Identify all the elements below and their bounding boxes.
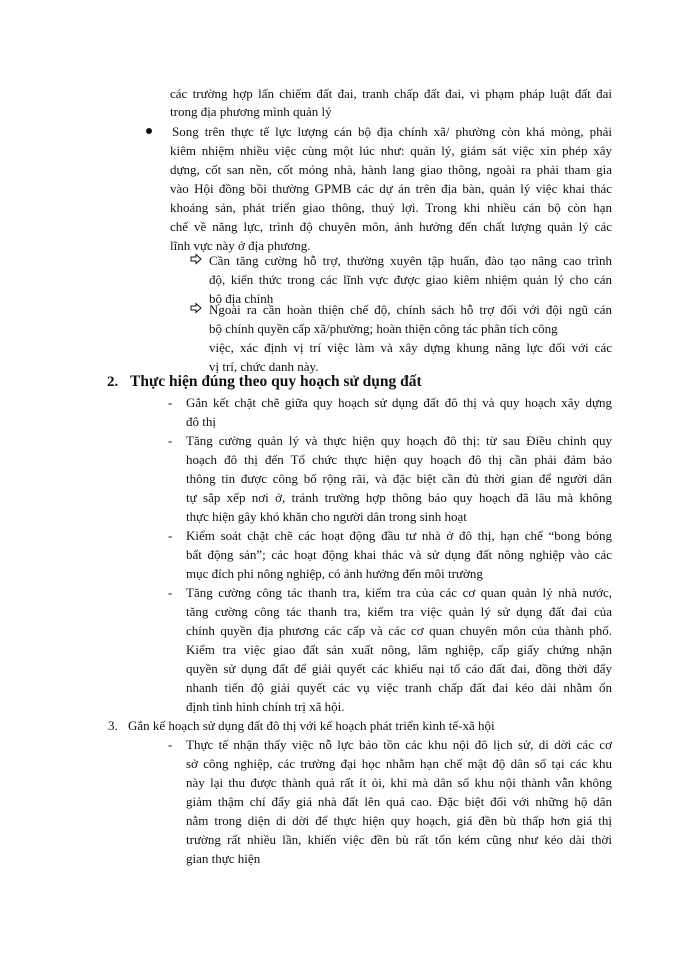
text-line: sở công nghiệp, các trường đại học nhằm hạn chế mật độ dân số tại các khu (186, 756, 612, 771)
text-line: định tình hình chính trị xã hội. (186, 699, 345, 714)
text-line: tự sắp xếp nơi ở, tránh trường hợp thông báo quy hoạch đã lâu mà không (186, 490, 612, 505)
text-line: thông tin được công bố rộng rãi, và đặc biệt cần đủ thời gian để người dân (186, 471, 612, 486)
text-line: mục đích phi nông nghiệp, có ảnh hưởng đến môi trường (186, 566, 483, 581)
text-line: hoạch đô thị đến Tổ chức thực hiện quy hoạch đô thị cần phải đảm bảo (186, 452, 612, 467)
text-line: Tăng cường công tác thanh tra, kiểm tra của các cơ quan quản lý nhà nước, (186, 585, 612, 600)
text-line: đô thị (186, 414, 216, 429)
text-line: chính quyền địa phương các cấp và các cơ quan chuyên môn của thành phố. (186, 623, 612, 638)
text-line: chế về năng lực, trình độ chuyên môn, ảnh hưởng đến chất lượng quản lý các (170, 219, 612, 234)
text-line: Thực tế nhận thấy việc nỗ lực bảo tồn các khu nội đô lịch sử, di dời các cơ (186, 737, 612, 752)
text-line: việc, xác định vị trí việc làm và xây dựng khung năng lực đối với các (209, 340, 612, 355)
text-line: bất động sản”; các hoạt động khai thác và sử dụng đất nông nghiệp vào các (186, 547, 612, 562)
section-title: Thực hiện đúng theo quy hoạch sử dụng đất (130, 373, 422, 390)
text-line: gian thực hiện (186, 851, 261, 866)
text-line: giảm thậm chí đẩy giá nhà đất lên quá cao. Đặc biệt đối với những hộ dân (186, 794, 612, 809)
arrow-right-icon (190, 302, 202, 314)
dash-marker: - (168, 433, 173, 448)
section-title: Gắn kế hoạch sử dụng đất đô thị với kế hoạch phát triển kinh tế-xã hội (128, 718, 495, 733)
text-line: quyền sử dụng đất để giải quyết các khiếu nại tố cáo đất đai, đồng thời đẩy (186, 661, 612, 676)
text-line: khoáng sản, phát triển giao thông, thuỷ lợi. Trong khi nhiều cán bộ còn hạn (170, 200, 612, 215)
text-line: nằm trong diện di dời để thực hiện quy hoạch, giá đền bù thấp hơn giá thị (186, 813, 612, 828)
text-line: Cần tăng cường hỗ trợ, thường xuyên tập huấn, đào tạo nâng cao trình (209, 253, 612, 268)
text-line: Tăng cường quản lý và thực hiện quy hoạch đô thị: từ sau Điều chỉnh quy (186, 433, 612, 448)
dash-marker: - (168, 395, 173, 410)
text-line: Song trên thực tế lực lượng cán bộ địa chính xã/ phường còn khá mỏng, phải (172, 124, 612, 139)
text-line: lĩnh vực này ở địa phương. (170, 238, 311, 253)
bullet-dot-icon (146, 128, 152, 134)
text-line: Ngoài ra cần hoàn thiện chế độ, chính sách hỗ trợ đối với đội ngũ cán (209, 302, 612, 317)
dash-marker: - (168, 585, 173, 600)
text-line: bộ địa chính (209, 291, 274, 306)
text-line: nhanh tiến độ giải quyết các vụ việc tranh chấp đất đai kéo dài nhằm ổn (186, 680, 612, 695)
text-line: vị trí, chức danh này. (209, 359, 319, 374)
text-line: vào Hội đồng bồi thường GPMB các dự án trên địa bàn, quản lý việc khai thác (170, 181, 612, 196)
section-number: 2. (107, 374, 119, 390)
text-line: trong địa phương mình quản lý (170, 104, 332, 119)
arrow-right-icon (190, 253, 202, 265)
text-line: trường rất nhiều lần, khiến việc đền bù rất tốn kém cũng như kéo dài thời (186, 832, 612, 847)
text-line: Gắn kết chặt chẽ giữa quy hoạch sử dụng đất đô thị và quy hoạch xây dựng (186, 395, 612, 410)
text-line: Kiểm soát chặt chẽ các hoạt động đầu tư nhà ở đô thị, hạn chế “bong bóng (186, 528, 612, 543)
text-line: Kiểm tra việc giao đất sản xuất nông, lâm nghiệp, cấp giấy chứng nhận (186, 642, 612, 657)
text-line: dựng, cốt san nền, cốt móng nhà, hành lang giao thông, ngoài ra phải tham gia (170, 162, 612, 177)
text-line: bộ chính quyền cấp xã/phường; hoàn thiện công tác phân tích công (209, 321, 558, 336)
dash-marker: - (168, 737, 173, 752)
text-line: kiêm nhiệm nhiều việc cùng một lúc như: quản lý, giám sát việc xin phép xây (170, 143, 612, 158)
text-line: các trường hợp lấn chiếm đất đai, tranh chấp đất đai, vi phạm pháp luật đất đai (170, 86, 612, 101)
text-line: thực hiện gây khó khăn cho người dân trong sinh hoạt (186, 509, 467, 524)
text-line: tăng cường công tác thanh tra, kiểm tra việc quản lý sử dụng đất đai của (186, 604, 612, 619)
dash-marker: - (168, 528, 173, 543)
text-line: này lại thu được thành quả rất ít ỏi, khi mà dân số khu nội thành vẫn không (186, 775, 612, 790)
section-number: 3. (108, 718, 118, 733)
text-line: độ, kiến thức trong các lĩnh vực được giao kiêm nhiệm quản lý cho cán (209, 272, 612, 287)
